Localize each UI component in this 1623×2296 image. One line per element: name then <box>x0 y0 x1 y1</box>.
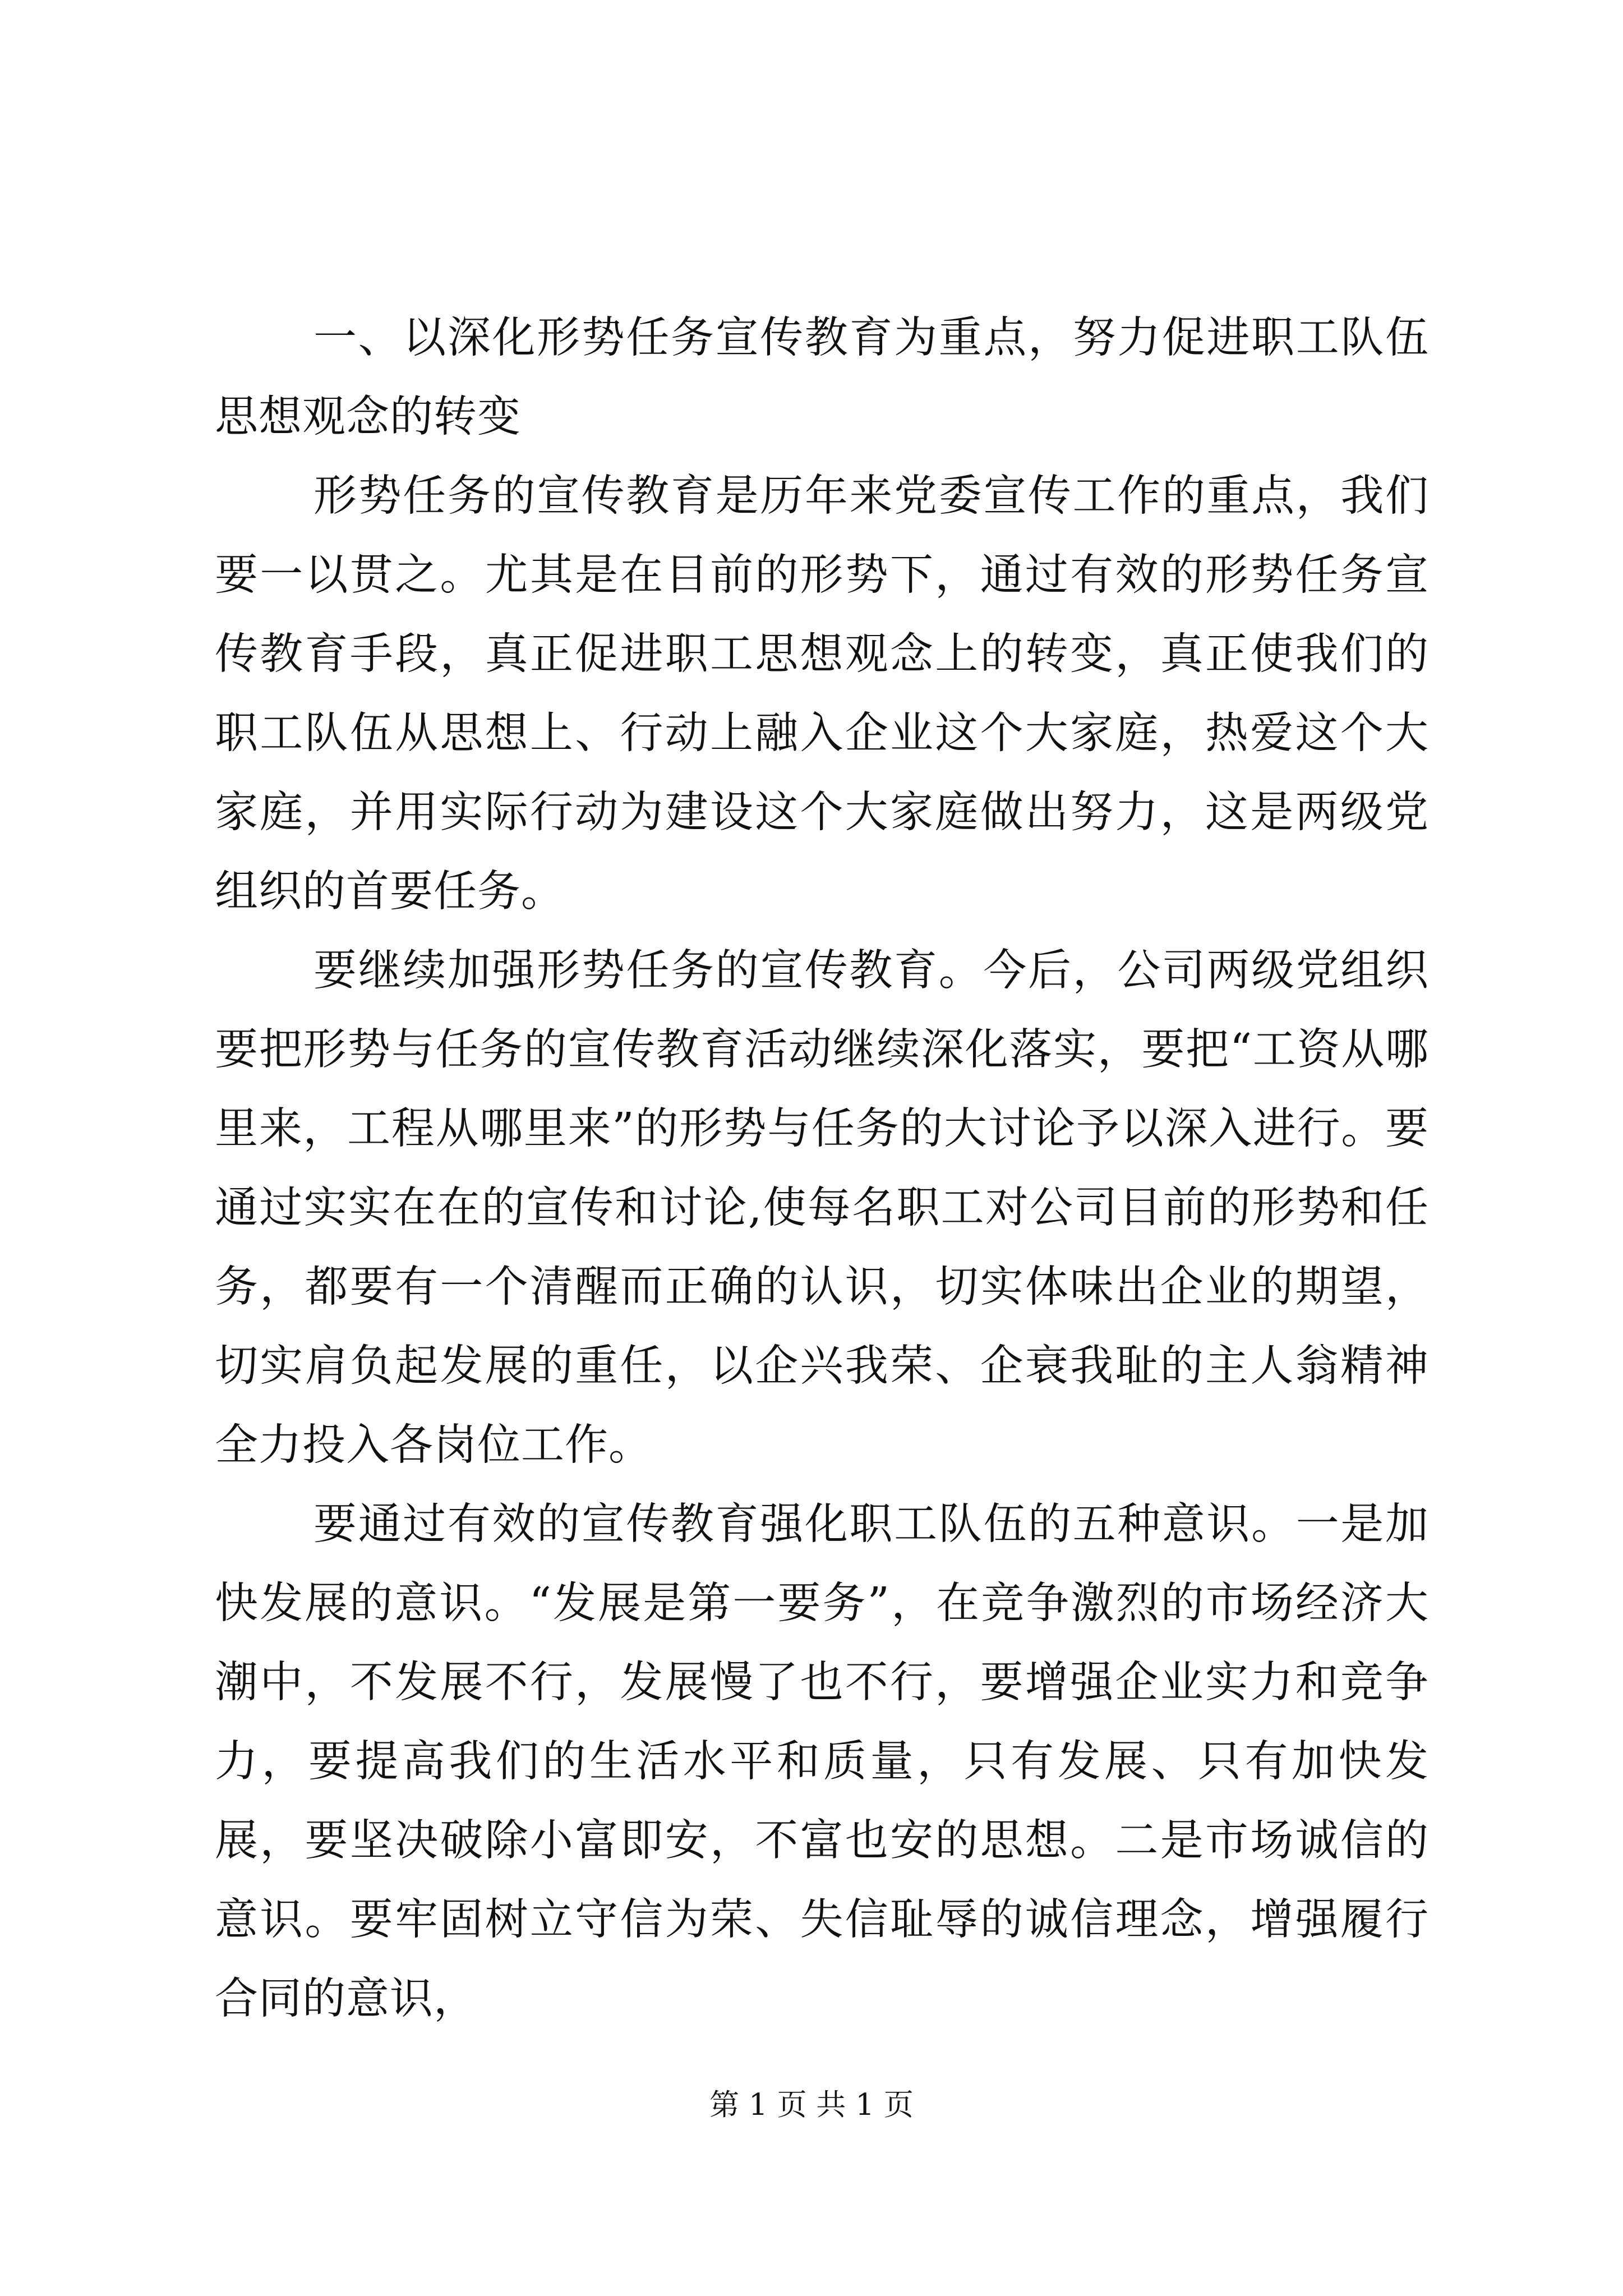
body-paragraph: 要继续加强形势任务的宣传教育。今后，公司两级党组织要把形势与任务的宣传教育活动继续深化落实，要把“工资从哪里来，工程从哪里来”的形势与任务的大讨论予以深入进行。要通过实实在在的宣传和讨论,使每名职工对公司目前的形势和任务，都要有一个清醒而正确的认识，切实体味出企业的期望，切实肩负起发展的重任，以企兴我荣、企衰我耻的主人翁精神全力投入各岗位工作。 <box>215 946 1429 1470</box>
section-heading: 一、以深化形势任务宣传教育为重点，努力促进职工队伍思想观念的转变 <box>215 313 1429 442</box>
document-body <box>215 298 1429 2039</box>
body-paragraph: 形势任务的宣传教育是历年来党委宣传工作的重点，我们要一以贯之。尤其是在目前的形势下，通过有效的形势任务宣传教育手段，真正促进职工思想观念上的转变，真正使我们的职工队伍从思想上、行动上融入企业这个大家庭，热爱这个大家庭，并用实际行动为建设这个大家庭做出努力，这是两级党组织的首要任务。 <box>215 471 1429 917</box>
body-paragraph: 要通过有效的宣传教育强化职工队伍的五种意识。一是加快发展的意识。“发展是第一要务”，在竞争激烈的市场经济大潮中，不发展不行，发展慢了也不行，要增强企业实力和竞争力，要提高我们的生活水平和质量，只有发展、只有加快发展，要坚决破除小富即安，不富也安的思想。二是市场诚信的意识。要牢固树立守信为荣、失信耻辱的诚信理念，增强履行合同的意识， <box>215 1499 1429 2024</box>
page-footer: 第 1 页 共 1 页 <box>709 2088 914 2122</box>
